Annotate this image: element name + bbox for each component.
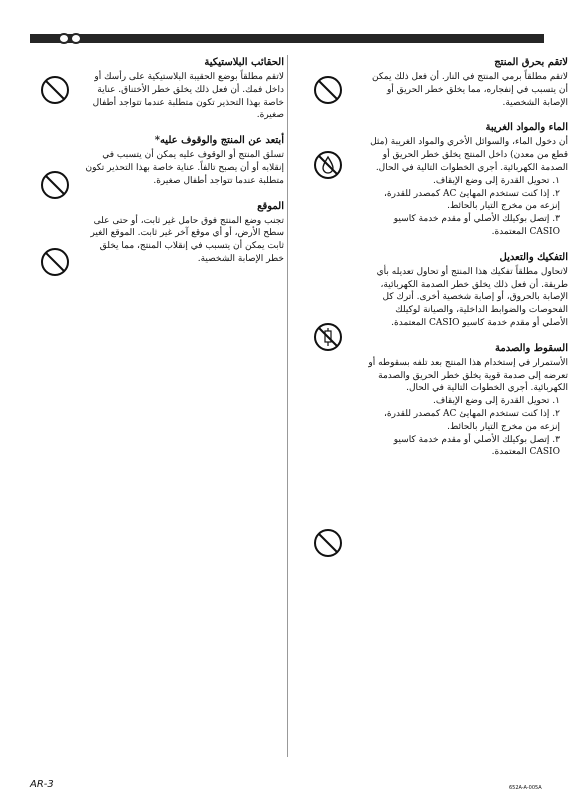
section-title: التفكيك والتعديل xyxy=(499,251,568,263)
section-drop xyxy=(368,342,568,459)
section-text: لاتحاول مطلقاً تفكيك هذا المنتج أو تحاول تعديله بأي طريقة. أن فعل ذلك يخلق خطر الصدمة الكهربائية، الإصابة بالحروق، أو إصابة شخصية أخرى. أترك كل الفحوصات والضوابط الداخلية، والصيانة لوكيلك الأصلي أو مقدم خدمة كاسيو CASIO المعتمدة. xyxy=(376,266,568,328)
page-number: AR-3 xyxy=(30,779,54,790)
step-item: ١. تحويل القدرة إلى وضع الإيقاف. xyxy=(432,396,560,407)
steps-list xyxy=(368,175,568,239)
step-item: ٣. إتصل بوكيلك الأصلي أو مقدم خدمة كاسيو CASIO المعتمدة. xyxy=(393,434,560,458)
steps-list xyxy=(368,395,568,459)
section-text: لاتقم مطلقاً برمي المنتج في النار. أن فعل ذلك يمكن أن يتسبب في إنفجاره، مما يخلق خطر الحريق أو الإصابة الشخصية. xyxy=(371,72,568,108)
section-burning xyxy=(368,56,568,109)
prohibition-icon xyxy=(313,528,343,558)
section-title: الحقائب البلاستيكية xyxy=(204,57,284,68)
prohibition-icon xyxy=(40,247,70,277)
right-column xyxy=(368,56,568,471)
section-disassembly xyxy=(368,251,568,330)
step-item: ١. تحويل القدرة إلى وضع الإيقاف. xyxy=(432,175,560,186)
header-bar xyxy=(30,34,544,43)
prohibition-icon xyxy=(313,75,343,105)
section-text: الأستمرار في إستخدام هذا المنتج بعد تلفه بسقوطه أو تعرضه إلى صدمة قوية يخلق خطر الحريق والصدمة الكهربائية. أجري الخطوات التالية في الحال. xyxy=(368,357,568,394)
section-climbing xyxy=(84,134,284,187)
no-disassembly-icon xyxy=(313,322,343,352)
column-divider xyxy=(287,55,288,757)
section-title: أبتعد عن المنتج والوقوف عليه* xyxy=(154,135,284,147)
header-tab-marker xyxy=(70,33,82,44)
section-text: لاتقم مطلقاً بوضع الحقيبة البلاستيكية على رأسك أو داخل فمك. أن فعل ذلك يخلق خطر الأختناق. عناية خاصة بهذا التحذير تكون متطلبة عندما تتواجد أطفال صغيرة. xyxy=(92,72,284,121)
step-item: ٣. إتصل بوكيلك الأصلي أو مقدم خدمة كاسيو CASIO المعتمدة. xyxy=(393,214,560,237)
section-water xyxy=(368,121,568,238)
section-title: الموقع xyxy=(257,200,284,212)
header-tab-marker xyxy=(58,33,70,44)
document-code: 652A-A-005A xyxy=(509,785,542,791)
section-text: أن دخول الماء، والسوائل الأخري والمواد الغريبة (مثل قطع من معدن) داخل المنتج يخلق خطر الحريق أو الصدمة الكهربائية. أجري الخطوات التالية في الحال. xyxy=(370,137,568,173)
section-title: لاتقم بحرق المنتج xyxy=(494,57,568,68)
step-item: ٢. إذا كنت تستخدم المهايئ AC كمصدر للقدرة، إنزعه من مخرج التيار بالحائط. xyxy=(383,408,560,432)
prohibition-icon xyxy=(40,75,70,105)
section-text: تسلق المنتج أو الوقوف عليه يمكن أن يتسبب في إنقلابه أو أن يصبح تالفاً. عناية خاصة بهذا التحذير تكون متطلبة عندما تتواجد أطفال صغيرة. xyxy=(85,150,284,186)
section-plastic-bags xyxy=(84,56,284,122)
section-text: تجنب وضع المنتج فوق حامل غير ثابت، أو حتى على سطح الأرض، أو أي موقع آخر غير ثابت. الموقع الغير ثابت يمكن أن يتسبب في إنقلاب المنتج، مما يخلق خطر الإصابة الشخصية. xyxy=(90,215,284,264)
section-title: الماء والمواد الغريبة xyxy=(485,122,568,134)
no-water-icon xyxy=(313,150,343,180)
section-location xyxy=(84,200,284,266)
left-column xyxy=(84,56,284,278)
step-item: ٢. إذا كنت تستخدم المهايئ AC كمصدر للقدرة، إنزعه من مخرج التيار بالحائط. xyxy=(383,188,560,212)
prohibition-icon xyxy=(40,170,70,200)
section-title: السقوط والصدمة xyxy=(495,342,568,354)
